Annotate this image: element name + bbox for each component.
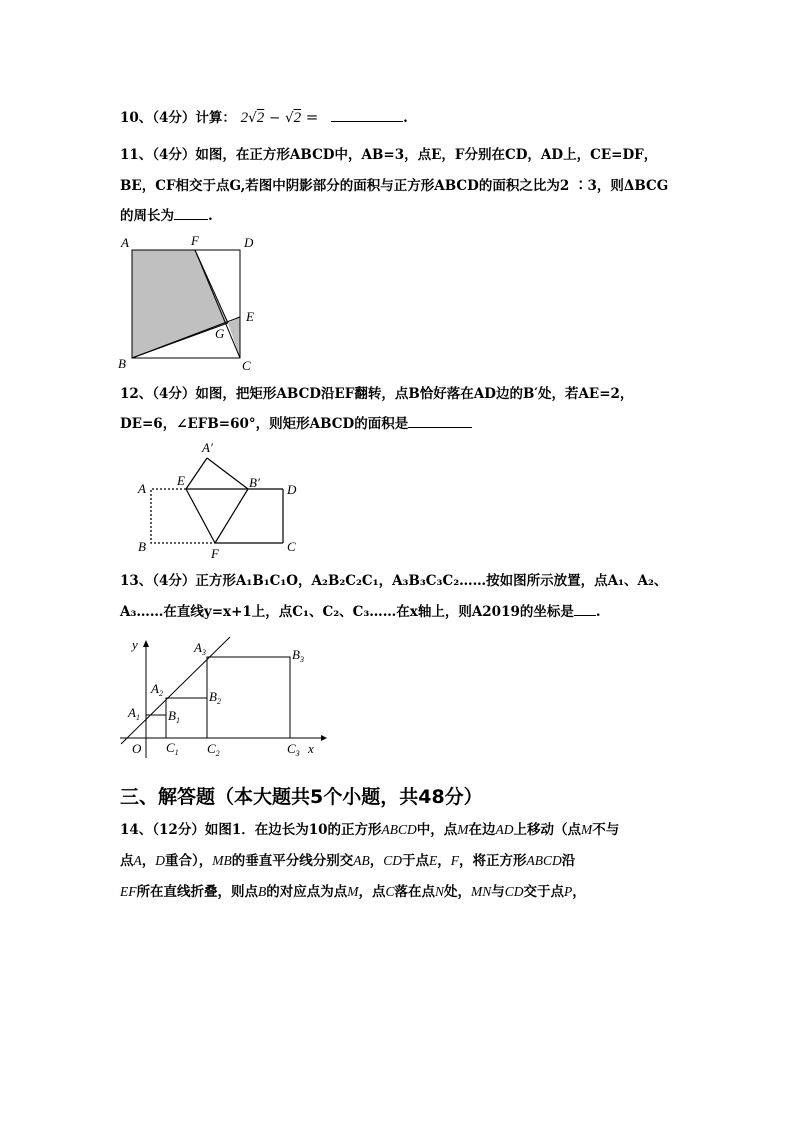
q14-text: ，点 — [358, 884, 386, 900]
q11-shaded-triangle — [228, 317, 240, 358]
q12-label-a: A — [138, 481, 146, 496]
q13-line-2-text: A₃……在直线y=x+1上，点C₁、C₂、C₃……在x轴上，则A2019的坐标是 — [120, 604, 574, 620]
q10-end: . — [403, 110, 408, 126]
q13-square-1 — [146, 715, 166, 738]
q14-text: ， — [141, 853, 156, 869]
q14-math: AD — [495, 822, 514, 837]
q14-math: F — [450, 853, 460, 868]
q12-label-b: B — [138, 539, 146, 554]
q12-segment-fb — [215, 489, 248, 543]
q13-label-o: O — [132, 741, 142, 756]
q14-text: ， — [369, 853, 384, 869]
q11-label-b: B — [118, 356, 126, 371]
q14-math: MB — [212, 853, 232, 868]
q14-text: 重合）， — [165, 853, 213, 869]
q14-text: 上移动（点 — [513, 822, 582, 838]
q11-shaded-region — [132, 250, 228, 358]
q10-prefix: 10、（4分）计算： — [120, 110, 236, 126]
sqrt-icon: √ — [248, 110, 257, 126]
q10-radicand-1: 2 — [256, 110, 265, 126]
q12-segment-ea — [186, 458, 207, 489]
q12-label-f: F — [211, 546, 219, 561]
q11-label-a: A — [121, 235, 129, 250]
q11-label-f: F — [191, 233, 199, 248]
section-title: 三、解答题（本大题共5个小题，共48分） — [120, 786, 483, 808]
q11-label-e: E — [246, 309, 254, 324]
q11-answer-blank[interactable] — [174, 219, 208, 220]
arrow-right-icon — [321, 735, 327, 741]
q13-label-a3: $A_3$ — [194, 640, 206, 657]
q14-text: 于点 — [402, 853, 430, 869]
q14-text: 在边 — [468, 822, 496, 838]
q12-line-2-text: DE=6，∠EFB=60°，则矩形ABCD的面积是 — [120, 416, 409, 432]
q11-figure — [115, 232, 265, 374]
q10-radicand-2: 2 — [293, 110, 302, 126]
q14-math: A — [133, 853, 142, 868]
q11-line-1: 11、（4分）如图，在正方形ABCD中，AB=3，点E，F分别在CD，AD上，CE=DF， — [120, 147, 658, 163]
q11-line-3 — [120, 207, 213, 225]
q14-line-2 — [120, 852, 575, 870]
q10-equals: = — [305, 108, 319, 126]
q14-text: ， — [437, 853, 451, 869]
q13-label-b2: $B_2$ — [209, 689, 221, 706]
q12-label-b-prime: B′ — [249, 475, 260, 490]
q14-text: 的垂直平分线分别交 — [231, 853, 354, 869]
arrow-up-icon — [143, 640, 149, 647]
q13-label-c3: $C_3$ — [287, 741, 300, 758]
q14-math: M — [347, 884, 359, 899]
q14-text: 交于点 — [523, 884, 565, 900]
q12-line-1: 12、（4分）如图，把矩形ABCD沿EF翻转，点B恰好落在AD边的B′处，若AE=2， — [120, 386, 634, 402]
q11-label-c: C — [242, 358, 251, 373]
q14-line-1 — [120, 821, 619, 839]
q14-math: D — [155, 853, 165, 868]
q14-math: C — [385, 884, 395, 899]
q12-answer-blank[interactable] — [408, 427, 472, 428]
q14-math: M — [457, 822, 469, 837]
q14-math: E — [429, 853, 438, 868]
q12-dashed-original-edges — [151, 489, 215, 543]
q14-text: 点 — [120, 853, 134, 869]
q12-label-e: E — [177, 473, 185, 488]
q14-text: 落在点 — [394, 884, 436, 900]
q14-text: 处， — [444, 884, 472, 900]
q13-label-b1: $B_1$ — [168, 708, 180, 725]
q11-line-2: BE，CF相交于点G,若图中阴影部分的面积与正方形ABCD的面积之比为2 ∶3，则ΔBCG — [120, 178, 669, 194]
q13-answer-blank[interactable] — [574, 615, 596, 616]
sqrt-icon: √ — [284, 110, 294, 126]
q14-text: 所在直线折叠，则点 — [136, 884, 258, 900]
q14-text: ， — [572, 884, 586, 900]
q12-label-a-prime: A′ — [202, 440, 213, 455]
q10-minus: − — [268, 110, 281, 126]
q14-math: CD — [504, 884, 524, 899]
q11-line-3-end: . — [208, 208, 213, 224]
q12-fold-line-ef — [186, 489, 215, 543]
q14-math: B — [258, 884, 267, 899]
q12-label-c: C — [287, 539, 296, 554]
q14-math: CD — [383, 853, 403, 868]
q13-label-a1: $A_1$ — [128, 705, 140, 722]
q14-math: N — [435, 884, 445, 899]
q14-text: ，将正方形 — [459, 853, 527, 869]
q11-line-3-text: 的周长为 — [120, 208, 174, 224]
q11-label-g: G — [215, 326, 225, 341]
q10-coefficient: 2 — [240, 110, 249, 126]
q14-text: 与 — [491, 884, 505, 900]
q10-answer-blank[interactable] — [331, 121, 403, 122]
q14-line-3 — [120, 883, 586, 901]
q14-math: M — [581, 822, 593, 837]
q14-text: 中，点 — [416, 822, 458, 838]
q13-label-y: y — [132, 637, 138, 652]
q14-text: 沿 — [561, 853, 576, 869]
q12-label-d: D — [287, 482, 297, 497]
q14-math: AB — [353, 853, 370, 868]
q14-text: 14、（12分）如图1．在边长为10的正方形 — [120, 822, 382, 838]
q14-math: EF — [120, 884, 137, 899]
q12-figure — [135, 437, 310, 562]
q13-label-x: x — [308, 741, 314, 756]
q13-line-1: 13、（4分）正方形A₁B₁C₁O，A₂B₂C₂C₁，A₃B₃C₃C₂……按如图所示放置，点A₁、A₂、 — [120, 573, 668, 589]
q13-label-b3: $B_3$ — [292, 647, 304, 664]
q12-segment-ab — [207, 458, 248, 489]
q13-label-c2: $C_2$ — [207, 741, 220, 758]
q14-text: 的对应点为点 — [266, 884, 348, 900]
q13-line-2-end: . — [595, 604, 601, 620]
q14-math: ABCD — [526, 853, 562, 868]
q13-label-c1: $C_1$ — [166, 740, 179, 757]
q14-text: 不与 — [592, 822, 620, 838]
q14-math: P — [564, 884, 573, 899]
q14-math: ABCD — [381, 822, 417, 837]
q13-line-2 — [120, 603, 601, 621]
q12-line-2 — [120, 415, 472, 433]
q10-line — [120, 108, 408, 127]
q14-math: MN — [471, 884, 492, 899]
q13-figure — [115, 632, 330, 764]
q13-label-a2: $A_2$ — [151, 681, 163, 698]
q11-label-d: D — [244, 235, 254, 250]
